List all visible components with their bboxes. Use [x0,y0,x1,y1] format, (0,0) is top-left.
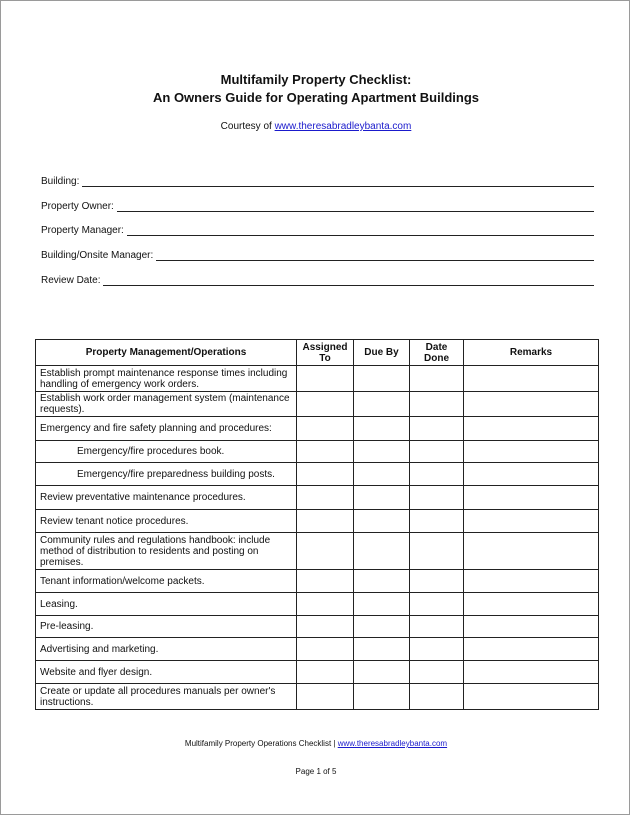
field-building [41,173,594,187]
date-done-cell[interactable] [410,510,464,533]
due-cell[interactable] [354,510,410,533]
table-row [36,638,599,661]
task-cell: Community rules and regulations handbook: include method of distribution to residents and posting on premises. [36,533,297,570]
remarks-cell[interactable] [464,638,599,661]
table-row [36,570,599,593]
table-row [36,661,599,684]
due-cell[interactable] [354,417,410,441]
due-cell[interactable] [354,661,410,684]
due-cell[interactable] [354,570,410,593]
assigned-cell[interactable] [297,417,354,441]
due-cell[interactable] [354,441,410,463]
table-row [36,417,599,441]
column-header-date-done: Date Done [410,340,464,366]
courtesy-line [1,121,630,132]
courtesy-prefix: Courtesy of [220,121,275,132]
remarks-cell[interactable] [464,533,599,570]
column-header-due: Due By [354,340,410,366]
field-label: Building: [41,176,80,187]
due-cell[interactable] [354,593,410,616]
table-row [36,510,599,533]
assigned-cell[interactable] [297,510,354,533]
remarks-cell[interactable] [464,392,599,417]
task-cell: Review preventative maintenance procedures. [36,486,297,510]
table-row [36,593,599,616]
date-done-cell[interactable] [410,417,464,441]
field-label: Building/Onsite Manager: [41,250,154,261]
field-label: Review Date: [41,275,101,286]
task-cell: Create or update all procedures manuals per owner's instructions. [36,684,297,710]
courtesy-link[interactable]: www.theresabradleybanta.com [274,121,412,132]
table-row [36,441,599,463]
remarks-cell[interactable] [464,463,599,486]
column-header-task: Property Management/Operations [36,340,297,366]
assigned-cell[interactable] [297,392,354,417]
page-footer [1,739,630,748]
remarks-cell[interactable] [464,510,599,533]
field-building-line[interactable] [82,175,594,187]
document-title-line2: An Owners Guide for Operating Apartment Buildings [153,90,479,105]
task-cell: Emergency and fire safety planning and procedures: [36,417,297,441]
date-done-cell[interactable] [410,661,464,684]
footer-link[interactable]: www.theresabradleybanta.com [337,739,448,748]
checklist-table [35,339,599,710]
assigned-cell[interactable] [297,441,354,463]
task-cell: Establish prompt maintenance response times including handling of emergency work orders. [36,366,297,392]
remarks-cell[interactable] [464,684,599,710]
due-cell[interactable] [354,616,410,638]
task-cell: Advertising and marketing. [36,638,297,661]
date-done-cell[interactable] [410,441,464,463]
assigned-cell[interactable] [297,533,354,570]
assigned-cell[interactable] [297,570,354,593]
table-row [36,533,599,570]
task-cell: Website and flyer design. [36,661,297,684]
date-done-cell[interactable] [410,392,464,417]
assigned-cell[interactable] [297,661,354,684]
table-row [36,463,599,486]
remarks-cell[interactable] [464,441,599,463]
date-done-cell[interactable] [410,463,464,486]
task-cell: Tenant information/welcome packets. [36,570,297,593]
due-cell[interactable] [354,684,410,710]
field-property-manager [41,222,594,236]
date-done-cell[interactable] [410,366,464,392]
remarks-cell[interactable] [464,417,599,441]
assigned-cell[interactable] [297,638,354,661]
task-cell: Establish work order management system (maintenance requests). [36,392,297,417]
task-cell: Pre-leasing. [36,616,297,638]
due-cell[interactable] [354,392,410,417]
remarks-cell[interactable] [464,366,599,392]
due-cell[interactable] [354,533,410,570]
assigned-cell[interactable] [297,463,354,486]
due-cell[interactable] [354,638,410,661]
field-review-date-line[interactable] [103,274,594,286]
task-cell: Review tenant notice procedures. [36,510,297,533]
date-done-cell[interactable] [410,684,464,710]
field-property-manager-line[interactable] [127,224,594,236]
due-cell[interactable] [354,463,410,486]
table-row [36,616,599,638]
remarks-cell[interactable] [464,661,599,684]
assigned-cell[interactable] [297,366,354,392]
table-row [36,366,599,392]
table-header-row [36,340,599,366]
remarks-cell[interactable] [464,616,599,638]
field-label: Property Manager: [41,225,124,236]
table-row [36,684,599,710]
field-property-owner-line[interactable] [117,200,594,212]
table-row [36,392,599,417]
task-cell: Leasing. [36,593,297,616]
date-done-cell[interactable] [410,570,464,593]
field-property-owner [41,198,594,212]
field-label: Property Owner: [41,201,114,212]
task-cell: Emergency/fire preparedness building posts. [36,463,297,486]
assigned-cell[interactable] [297,684,354,710]
date-done-cell[interactable] [410,486,464,510]
assigned-cell[interactable] [297,616,354,638]
due-cell[interactable] [354,366,410,392]
date-done-cell[interactable] [410,638,464,661]
field-review-date [41,272,594,286]
date-done-cell[interactable] [410,593,464,616]
footer-doc-name: Multifamily Property Operations Checklist | [184,739,338,748]
remarks-cell[interactable] [464,570,599,593]
date-done-cell[interactable] [410,616,464,638]
assigned-cell[interactable] [297,486,354,510]
field-onsite-manager [41,247,594,261]
field-onsite-manager-line[interactable] [156,249,594,261]
table-row [36,486,599,510]
remarks-cell[interactable] [464,486,599,510]
column-header-remarks: Remarks [464,340,599,366]
column-header-assigned: Assigned To [297,340,354,366]
assigned-cell[interactable] [297,593,354,616]
date-done-cell[interactable] [410,533,464,570]
remarks-cell[interactable] [464,593,599,616]
due-cell[interactable] [354,486,410,510]
document-title-line1: Multifamily Property Checklist: [220,72,412,87]
task-cell: Emergency/fire procedures book. [36,441,297,463]
page-number: Page 1 of 5 [295,767,337,776]
